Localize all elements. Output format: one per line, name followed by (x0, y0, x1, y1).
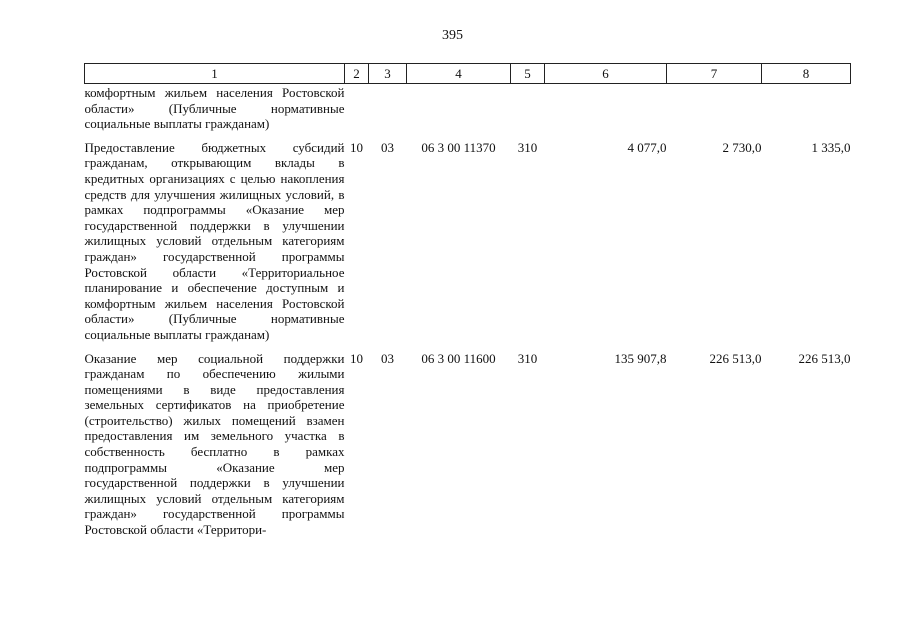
row-description: Предоставление бюджетных субсидий гражданам, открывающим вклады в кредитных организациях с целью накопления средств для улучшения жилищных условий, в рамках подпрограммы «Оказание мер государственной поддержки в улучшении жилищных условий отдельным категориям граждан» государственной программы Ростовской области «Территориальное планирование и обеспечение доступным и комфортным жильем населения Ростовской области» (Публичные нормативные социальные выплаты гражданам) (84, 139, 345, 342)
row-description: Оказание мер социальной поддержки гражданам по обеспечению жилыми помещениями в виде предоставления земельных сертификатов на приобретение (строительство) жилых помещений взамен предоставления им земельного участка в собственность бесплатно в рамках подпрограммы «Оказание мер государственной поддержки в улучшении жилищных условий отдельным категориям граждан» государственной программы Ростовской области «Территори- (84, 350, 345, 538)
row-expense-type: 310 (517, 350, 538, 366)
column-header-5: 5 (511, 64, 545, 84)
row-section: 10 (350, 350, 363, 366)
column-header-8: 8 (762, 64, 851, 84)
row-target-article: 06 3 00 11370 (421, 139, 496, 155)
table-row (85, 347, 851, 542)
row-amount-2 (667, 84, 762, 136)
header-row (85, 64, 851, 84)
column-header-1: 1 (85, 64, 345, 84)
column-header-3: 3 (369, 64, 407, 84)
table-row (85, 84, 851, 136)
column-header-2: 2 (345, 64, 369, 84)
row-section: 10 (350, 139, 363, 155)
row-section (345, 84, 369, 136)
row-target-article (407, 84, 511, 136)
row-amount-1: 4 077,0 (627, 139, 667, 155)
table-row (85, 136, 851, 347)
row-description: комфортным жильем населения Ростовской области» (Публичные нормативные социальные выплаты гражданам) (84, 85, 345, 132)
budget-table (84, 63, 851, 542)
column-header-7: 7 (667, 64, 762, 84)
row-amount-3 (762, 84, 851, 136)
row-subsection (369, 84, 407, 136)
row-amount-2: 226 513,0 (709, 350, 762, 366)
column-header-4: 4 (407, 64, 511, 84)
row-amount-3: 1 335,0 (811, 139, 851, 155)
row-subsection: 03 (381, 350, 394, 366)
row-subsection: 03 (381, 139, 394, 155)
page-number: 395 (442, 28, 463, 43)
table-body (85, 84, 851, 542)
row-amount-1 (545, 84, 667, 136)
row-amount-1: 135 907,8 (614, 350, 667, 366)
row-target-article: 06 3 00 11600 (421, 350, 496, 366)
row-amount-2: 2 730,0 (722, 139, 762, 155)
row-expense-type (511, 84, 545, 136)
row-expense-type: 310 (517, 139, 538, 155)
column-header-6: 6 (545, 64, 667, 84)
table-header (85, 64, 851, 84)
row-amount-3: 226 513,0 (798, 350, 851, 366)
